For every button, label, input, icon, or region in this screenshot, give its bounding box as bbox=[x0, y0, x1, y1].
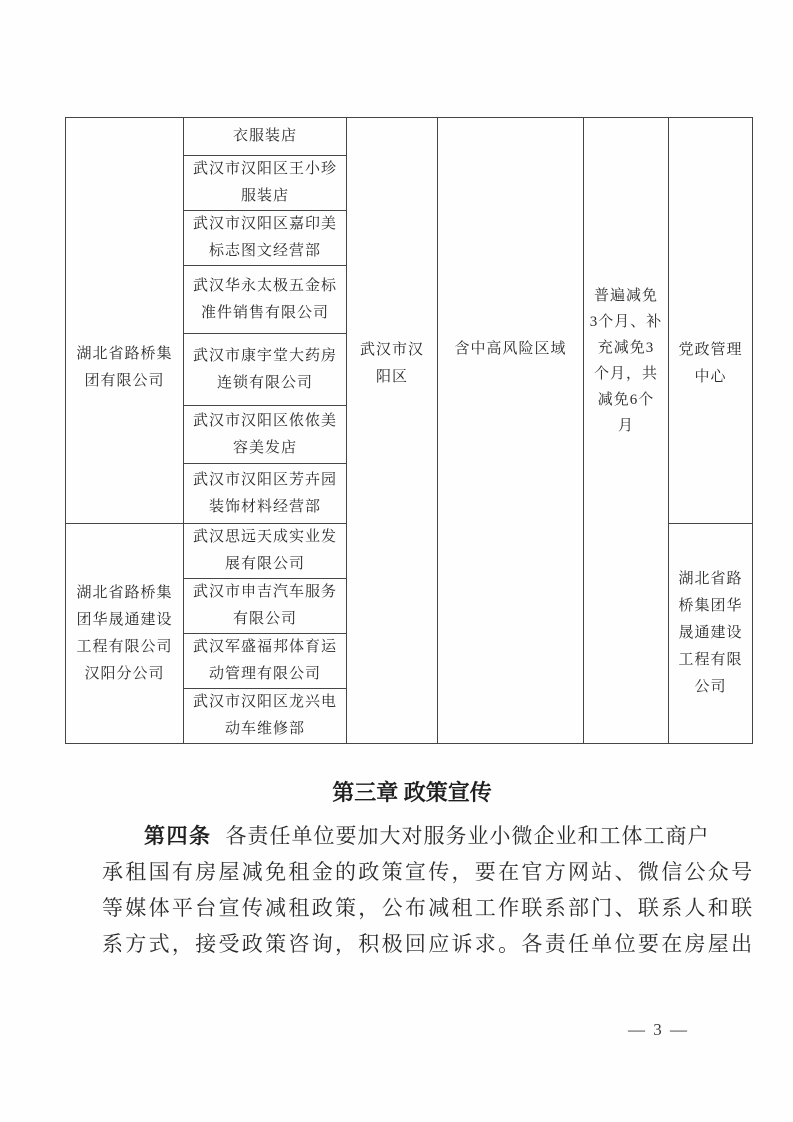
rent-reduction-table bbox=[65, 117, 753, 744]
tenant-cell bbox=[184, 156, 347, 211]
tenant-name: 武汉军盛福邦体育运动管理有限公司 bbox=[192, 639, 337, 682]
tenant-name: 武汉华永太极五金标准件销售有限公司 bbox=[192, 277, 337, 321]
tenant-name: 武汉市汉阳区王小珍服装店 bbox=[192, 161, 337, 204]
risk-area-cell bbox=[438, 118, 584, 744]
owner-name: 湖北省路桥集团有限公司 bbox=[76, 345, 173, 389]
article-line: 承租国有房屋减免租金的政策宣传，要在官方网站、微信公众号 bbox=[102, 860, 755, 884]
tenant-name: 武汉市汉阳区龙兴电动车维修部 bbox=[192, 694, 337, 737]
tenant-cell bbox=[184, 634, 347, 689]
owner-cell bbox=[66, 118, 184, 524]
tenant-name: 武汉市康宇堂大药房连锁有限公司 bbox=[192, 347, 337, 391]
article-number-label: 第四条 bbox=[144, 824, 212, 848]
tenant-name: 武汉市申吉汽车服务有限公司 bbox=[192, 584, 337, 627]
owner-cell bbox=[66, 524, 184, 744]
tenant-cell bbox=[184, 334, 347, 406]
tenant-name: 衣服装店 bbox=[232, 128, 297, 144]
tenant-name: 武汉思远天成实业发展有限公司 bbox=[192, 529, 337, 572]
article-line: 等媒体平台宣传减租政策，公布减租工作联系部门、联系人和联 bbox=[102, 896, 755, 920]
tenant-cell bbox=[184, 524, 347, 579]
district-cell bbox=[347, 118, 438, 744]
tenant-name: 武汉市汉阳区芳卉园装饰材料经营部 bbox=[192, 471, 337, 515]
page-number: — 3 — bbox=[628, 1020, 689, 1039]
district-name: 武汉市汉阳区 bbox=[359, 341, 424, 385]
manager-cell bbox=[669, 524, 753, 744]
tenant-cell bbox=[184, 579, 347, 634]
tenant-cell bbox=[184, 266, 347, 334]
table-row bbox=[66, 118, 753, 156]
tenant-cell bbox=[184, 211, 347, 266]
tenant-cell bbox=[184, 689, 347, 744]
owner-name: 湖北省路桥集团华晟通建设工程有限公司汉阳分公司 bbox=[76, 584, 173, 682]
risk-area-text: 含中高风险区域 bbox=[454, 341, 567, 357]
tenant-cell bbox=[184, 118, 347, 156]
article-paragraph bbox=[102, 818, 755, 962]
tenant-name: 武汉市汉阳区嘉印美标志图文经营部 bbox=[192, 216, 337, 259]
manager-name: 党政管理中心 bbox=[678, 341, 743, 385]
policy-text: 普遍减免 3个月、补 充减免3 个月，共 减免6个 月 bbox=[589, 287, 663, 434]
article-text: 各责任单位要加大对服务业小微企业和工体工商户 bbox=[225, 824, 710, 848]
manager-cell bbox=[669, 118, 753, 524]
tenant-cell bbox=[184, 464, 347, 524]
article-line: 系方式，接受政策咨询，积极回应诉求。各责任单位要在房屋出 bbox=[102, 932, 755, 956]
tenant-cell bbox=[184, 406, 347, 464]
chapter-heading: 第三章 政策宣传 bbox=[332, 780, 492, 805]
policy-cell bbox=[584, 118, 669, 744]
manager-name: 湖北省路桥集团华晟通建设工程有限公司 bbox=[678, 571, 743, 695]
tenant-name: 武汉市汉阳区侬侬美容美发店 bbox=[192, 412, 337, 456]
article-line bbox=[102, 818, 712, 854]
